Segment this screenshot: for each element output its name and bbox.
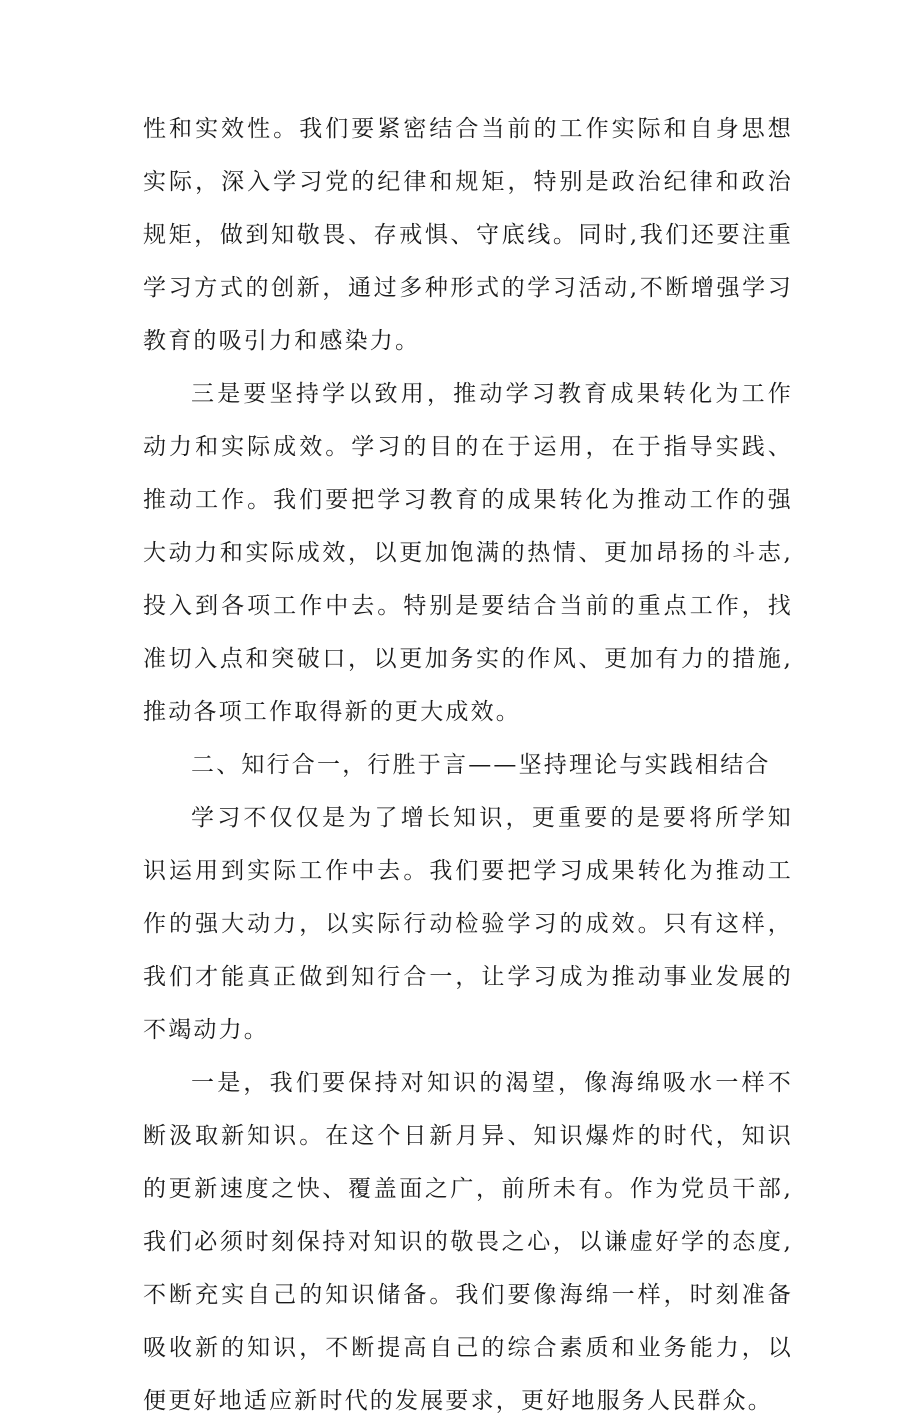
document-body	[143, 103, 793, 1428]
paragraph-point-one: 一是，我们要保持对知识的渴望，像海绵吸水一样不断汲取新知识。在这个日新月异、知识爆炸的时代，知识的更新速度之快、覆盖面之广，前所未有。作为党员干部,我们必须时刻保持对知识的敬畏之心，以谦虚好学的态度,不断充实自己的知识储备。我们要像海绵一样，时刻准备吸收新的知识，不断提高自己的综合素质和业务能力，以便更好地适应新时代的发展要求，更好地服务人民群众。	[143, 1070, 793, 1414]
paragraph-point-three: 三是要坚持学以致用，推动学习教育成果转化为工作动力和实际成效。学习的目的在于运用，在于指导实践、推动工作。我们要把学习教育的成果转化为推动工作的强大动力和实际成效，以更加饱满的热情、更加昂扬的斗志,投入到各项工作中去。特别是要结合当前的重点工作，找准切入点和突破口，以更加务实的作风、更加有力的措施,推动各项工作取得新的更大成效。	[143, 381, 793, 725]
paragraph-continuation: 性和实效性。我们要紧密结合当前的工作实际和自身思想实际，深入学习党的纪律和规矩，特别是政治纪律和政治规矩，做到知敬畏、存戒惧、守底线。同时,我们还要注重学习方式的创新，通过多种形式的学习活动,不断增强学习教育的吸引力和感染力。	[143, 116, 793, 354]
paragraph-section-intro: 学习不仅仅是为了增长知识，更重要的是要将所学知识运用到实际工作中去。我们要把学习成果转化为推动工作的强大动力，以实际行动检验学习的成效。只有这样，我们才能真正做到知行合一，让学习成为推动事业发展的不竭动力。	[143, 805, 793, 1043]
section-heading-two: 二、知行合一，行胜于言——坚持理论与实践相结合	[191, 752, 771, 778]
